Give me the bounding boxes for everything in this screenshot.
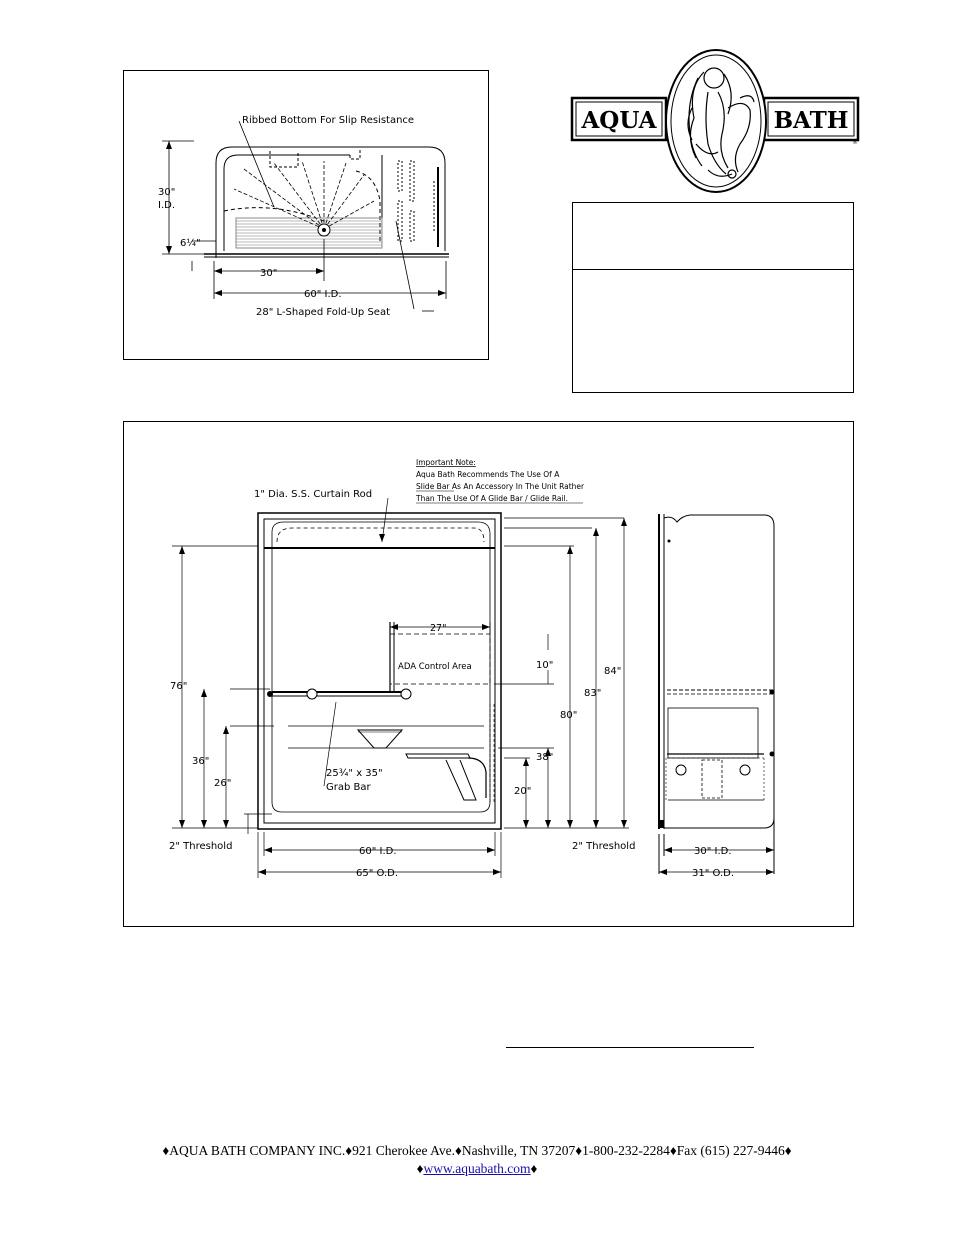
half-width-label: 30" <box>260 268 278 279</box>
dim-38-label: 38" <box>536 752 554 763</box>
signature-line <box>506 1047 754 1048</box>
aqua-bath-logo <box>568 48 863 194</box>
threshold-left-label: 2" Threshold <box>169 841 233 852</box>
threshold-6-label: 6¼" <box>180 238 201 249</box>
dim-20-label: 20" <box>514 786 532 797</box>
title-block-divider <box>573 269 853 270</box>
seat-label: 28" L-Shaped Fold-Up Seat <box>256 307 390 318</box>
height-id-label: I.D. <box>158 200 176 211</box>
note-line-2: Slide Bar As An Accessory In The Unit Rather <box>416 482 585 491</box>
ada-width-label: 27" <box>430 623 447 634</box>
threshold-right-label: 2" Threshold <box>572 841 636 852</box>
dim-26-label: 26" <box>214 778 232 789</box>
registered-mark: ® <box>852 139 858 146</box>
website-footer <box>0 1161 954 1177</box>
id-width-label: 60" I.D. <box>359 846 397 857</box>
ada-height-label: 10" <box>536 660 554 671</box>
ada-area-label: ADA Control Area <box>398 662 472 672</box>
dim-84-label: 84" <box>604 666 622 677</box>
diamond-right: ♦ <box>530 1161 538 1176</box>
width-60-label: 60" I.D. <box>304 289 342 300</box>
elevation-panel <box>123 421 854 927</box>
title-block <box>572 202 854 393</box>
height-30-label: 30" <box>158 187 176 198</box>
dim-80-label: 80" <box>560 710 578 721</box>
website-link[interactable]: www.aquabath.com <box>423 1161 531 1176</box>
dim-76-label: 76" <box>170 681 188 692</box>
grab-bar-label: Grab Bar <box>326 782 371 793</box>
company-address: ♦AQUA BATH COMPANY INC.♦921 Cherokee Ave.♦Nashville, TN 37207♦1-800-232-2284♦Fax (615) 227-9446♦ <box>162 1143 792 1158</box>
dim-36-label: 36" <box>192 756 210 767</box>
logo-left-word: AQUA <box>581 107 657 134</box>
logo-right-word: BATH <box>773 107 849 134</box>
side-id-depth-label: 30" I.D. <box>694 846 732 857</box>
curtain-rod-label: 1" Dia. S.S. Curtain Rod <box>254 489 373 500</box>
note-line-3: Than The Use Of A Glide Bar / Glide Rail. <box>416 494 569 503</box>
side-od-depth-label: 31" O.D. <box>692 868 735 879</box>
od-width-label: 65" O.D. <box>356 868 399 879</box>
grab-bar-size-label: 25¾" x 35" <box>326 768 383 779</box>
company-footer <box>0 1143 954 1159</box>
note-line-1: Aqua Bath Recommends The Use Of A <box>416 470 560 479</box>
ribbed-bottom-label: Ribbed Bottom For Slip Resistance <box>242 115 415 126</box>
elevation-drawing <box>124 422 855 928</box>
note-title: Important Note: <box>416 458 476 467</box>
plan-view-panel <box>123 70 489 360</box>
dim-83-label: 83" <box>584 688 602 699</box>
plan-view-drawing <box>124 71 490 361</box>
diamond-left: ♦ <box>416 1161 424 1176</box>
